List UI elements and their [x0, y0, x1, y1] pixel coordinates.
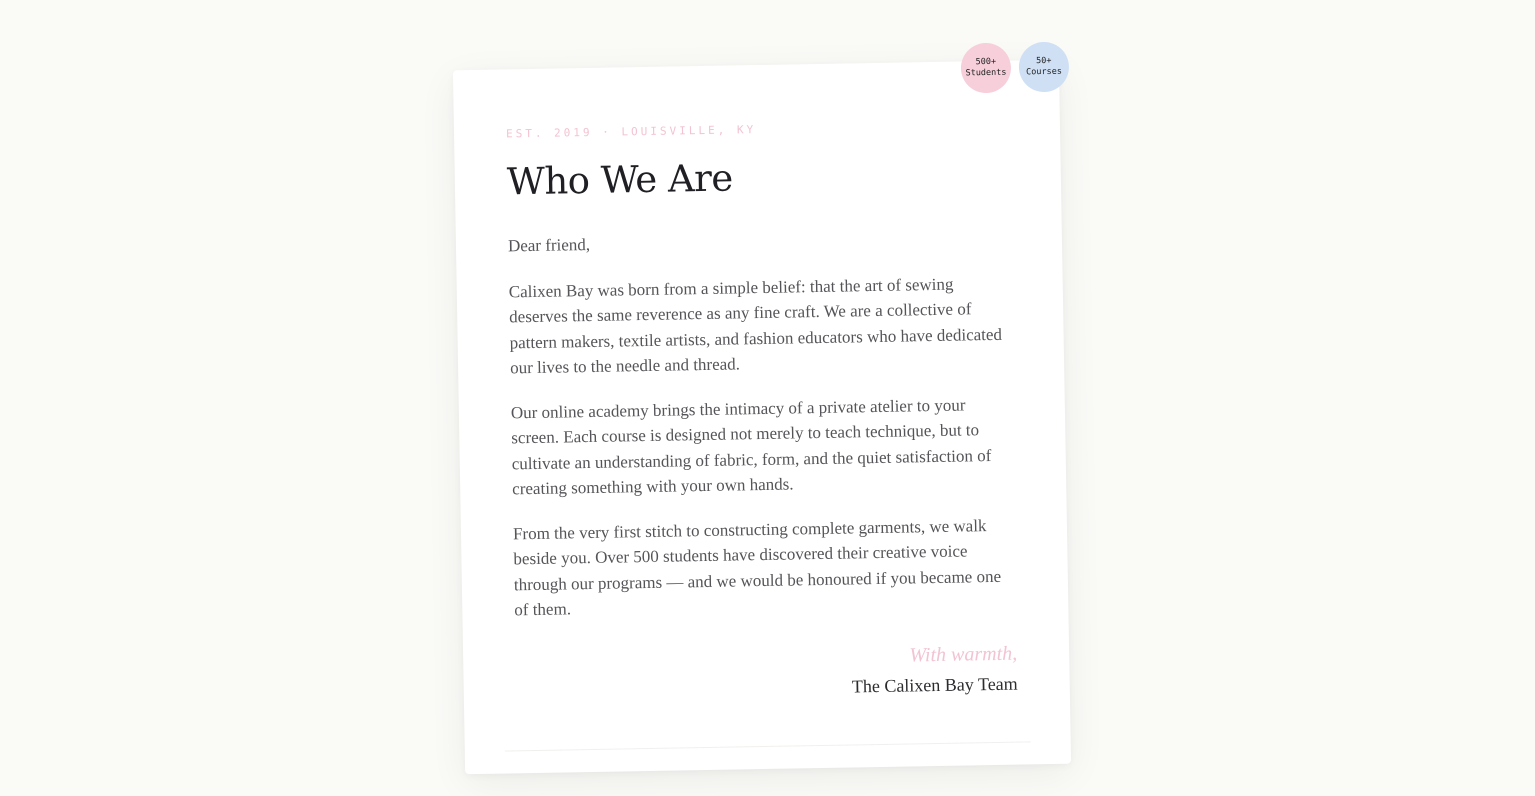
page-title: Who We Are — [506, 156, 734, 204]
closing-salutation: With warmth, — [909, 642, 1018, 666]
students-count: 500+ — [975, 56, 997, 68]
students-badge — [961, 43, 1012, 94]
letter-closing — [515, 642, 1018, 703]
established-eyebrow: EST. 2019 · LOUISVILLE, KY — [505, 123, 757, 141]
about-letter-card — [453, 55, 1071, 774]
letter-paragraph-2: Our online academy brings the intimacy of a private atelier to your screen. Each course is designed not merely to teach technique, but to cultivate an understanding of fabric, form, and the quiet satisfaction of creating something with your own hands. — [510, 394, 992, 499]
students-label: Students — [965, 67, 1007, 79]
letter-paper — [453, 60, 1071, 774]
courses-count: 50+ — [1036, 55, 1052, 67]
letter-paragraph-1: Calixen Bay was born from a simple belief: that the art of sewing deserves the same reverence as any fine craft. We are a collective of pattern makers, textile artists, and fashion educators who have dedicated our lives to the needle and thread. — [508, 274, 1003, 378]
letter-signature: The Calixen Bay Team — [851, 673, 1018, 696]
courses-label: Courses — [1026, 66, 1063, 78]
letter-paragraph-3: From the very first stitch to constructing complete garments, we walk beside you. Over 500 students have discovered their creative voice through our programs — and we would be honoured if you became one of them. — [512, 515, 1002, 620]
courses-badge — [1019, 42, 1070, 93]
stats-badges — [961, 42, 1070, 94]
bottom-divider — [505, 741, 1031, 751]
letter-greeting: Dear friend, — [507, 234, 591, 256]
